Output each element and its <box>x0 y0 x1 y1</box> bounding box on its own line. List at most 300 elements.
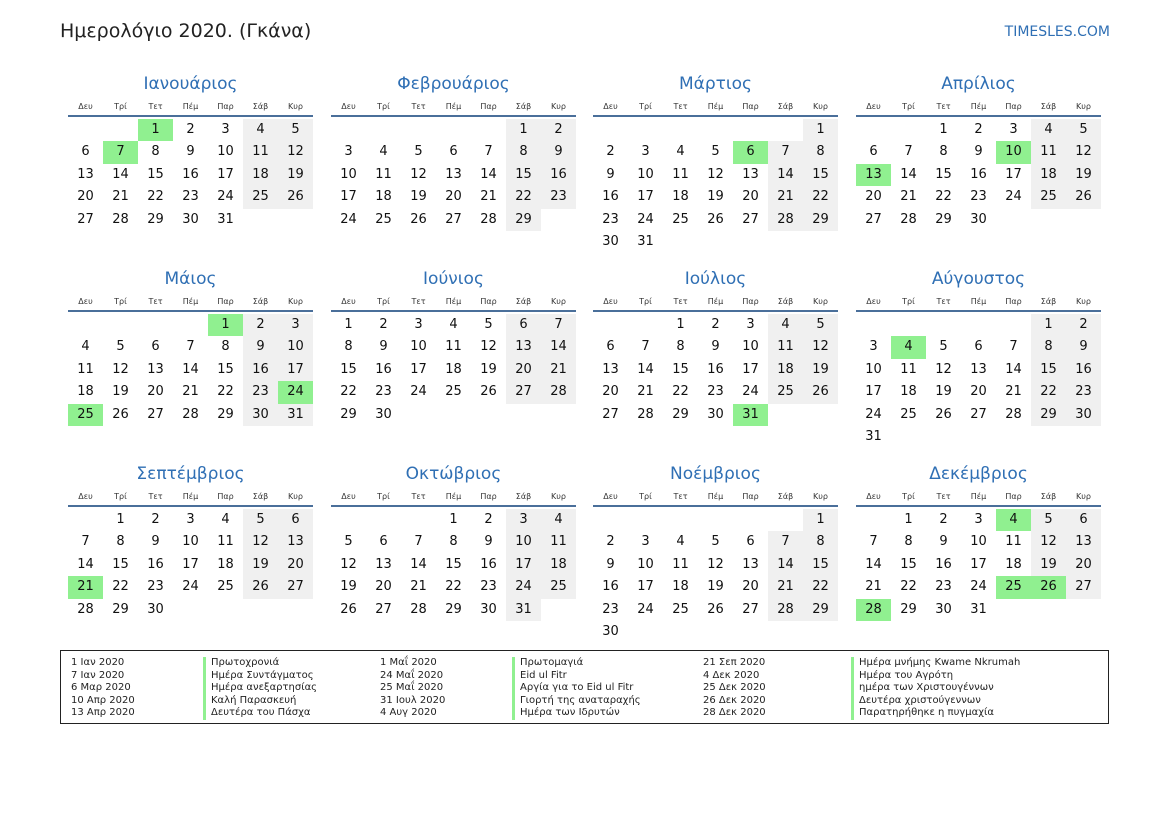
day-cell: 28 <box>900 211 917 227</box>
day-cell: 9 <box>974 144 983 160</box>
weekday-label: Σάβ <box>777 297 794 306</box>
empty-day-cell <box>401 404 436 426</box>
day-cell: 18 <box>77 384 94 400</box>
legend-date-column <box>380 657 445 720</box>
month-block <box>331 462 576 621</box>
weekend-day-cell: 1 <box>803 119 838 141</box>
weekday-label: Παρ <box>217 102 234 111</box>
week-row <box>331 164 576 186</box>
day-cell: 10 <box>742 339 759 355</box>
weekend-day-cell: 29 <box>803 599 838 621</box>
weekend-day-cell: 31 <box>506 599 541 621</box>
legend-date: 1 Μαΐ 2020 <box>380 657 437 668</box>
day-cell: 29 <box>340 406 357 422</box>
day-cell: 4 <box>449 317 458 332</box>
week-row <box>856 599 1101 621</box>
day-cell: 29 <box>900 601 917 617</box>
weekday-label: Πέμ <box>970 102 987 111</box>
day-cell: 7 <box>904 144 913 160</box>
day-cell: 15 <box>672 361 689 377</box>
day-cell: 9 <box>606 166 615 182</box>
weekend-day-cell: 6 <box>1066 509 1101 531</box>
weekend-day-cell: 22 <box>803 186 838 208</box>
day-cell: 19 <box>112 384 129 400</box>
day-cell: 14 <box>637 361 654 377</box>
day-cell: 16 <box>480 556 497 572</box>
week-row <box>331 531 576 553</box>
legend-date: 4 Αυγ 2020 <box>380 707 437 719</box>
weekend-day-cell: 12 <box>1066 141 1101 163</box>
day-cell: 30 <box>707 406 724 422</box>
month-block <box>593 462 838 643</box>
day-cell: 5 <box>711 534 720 550</box>
weekday-header <box>331 491 576 507</box>
day-cell: 21 <box>410 579 427 595</box>
day-cell: 5 <box>939 339 948 355</box>
weekday-label: Κυρ <box>288 492 303 501</box>
empty-day-cell <box>628 314 663 336</box>
weekday-label: Κυρ <box>1076 102 1091 111</box>
weekday-label: Σάβ <box>515 102 532 111</box>
day-cell: 14 <box>865 556 882 572</box>
day-cell: 8 <box>904 534 913 550</box>
week-row <box>593 119 838 141</box>
empty-day-cell <box>1031 209 1066 231</box>
weekend-day-cell: 16 <box>1066 359 1101 381</box>
week-row <box>331 381 576 403</box>
day-cell: 27 <box>742 211 759 227</box>
empty-day-cell <box>698 119 733 141</box>
empty-day-cell <box>856 509 891 531</box>
day-cell: 2 <box>484 512 493 527</box>
weekend-day-cell: 26 <box>1066 186 1101 208</box>
weekday-label: Πέμ <box>707 492 724 501</box>
weekend-day-cell: 18 <box>1031 164 1066 186</box>
week-row <box>68 141 313 163</box>
weekend-day-cell: 9 <box>1066 336 1101 358</box>
weekday-header <box>593 491 838 507</box>
empty-day-cell <box>68 314 103 336</box>
day-cell: 29 <box>112 601 129 617</box>
day-cell: 18 <box>1005 556 1022 572</box>
legend-holiday-name: Ημέρα Συντάγματος <box>203 670 317 683</box>
day-cell: 12 <box>480 339 497 355</box>
day-cell: 18 <box>217 556 234 572</box>
day-cell: 23 <box>602 601 619 617</box>
empty-day-cell <box>278 209 313 231</box>
weekend-day-cell: 23 <box>1066 381 1101 403</box>
month-block <box>68 462 313 621</box>
weekday-label: Δευ <box>866 297 881 306</box>
day-cell: 3 <box>641 144 650 160</box>
weekend-day-cell: 19 <box>278 164 313 186</box>
week-row <box>68 599 313 621</box>
day-cell: 15 <box>900 556 917 572</box>
day-cell: 21 <box>182 384 199 400</box>
day-cell: 7 <box>414 534 423 550</box>
week-row <box>856 531 1101 553</box>
weekday-label: Τρί <box>114 492 127 501</box>
weekday-header <box>331 296 576 312</box>
weekday-label: Παρ <box>742 297 759 306</box>
legend-date: 6 Μαρ 2020 <box>71 682 131 694</box>
weekday-label: Κυρ <box>288 297 303 306</box>
day-cell: 3 <box>186 512 195 527</box>
legend-holiday-name: Δευτέρα του Πάσχα <box>203 707 317 720</box>
weekend-day-cell: 20 <box>278 554 313 576</box>
day-cell: 24 <box>217 189 234 205</box>
empty-day-cell <box>1066 209 1101 231</box>
day-cell: 29 <box>445 601 462 617</box>
day-cell: 19 <box>410 189 427 205</box>
weekday-label: Παρ <box>217 492 234 501</box>
day-cell: 13 <box>375 556 392 572</box>
empty-day-cell <box>733 509 768 531</box>
weekend-day-cell: 15 <box>803 164 838 186</box>
week-row <box>593 314 838 336</box>
weekend-day-cell: 29 <box>1031 404 1066 426</box>
weekday-label: Πέμ <box>182 102 199 111</box>
month-block <box>856 72 1101 231</box>
weekday-label: Σάβ <box>515 492 532 501</box>
week-row <box>593 359 838 381</box>
day-cell: 18 <box>672 579 689 595</box>
legend-date: 1 Ιαν 2020 <box>71 657 125 668</box>
day-cell: 10 <box>182 534 199 550</box>
day-cell: 11 <box>217 534 234 550</box>
day-cell: 21 <box>900 189 917 205</box>
day-cell: 12 <box>707 166 724 182</box>
day-cell: 6 <box>81 144 90 160</box>
day-cell: 16 <box>970 166 987 182</box>
weekend-day-cell: 24 <box>506 576 541 598</box>
day-cell: 27 <box>445 211 462 227</box>
weekend-day-cell: 28 <box>768 209 803 231</box>
weekday-label: Πέμ <box>182 492 199 501</box>
weekend-day-cell: 20 <box>1066 554 1101 576</box>
weekend-day-cell: 18 <box>541 554 576 576</box>
weekend-day-cell: 13 <box>278 531 313 553</box>
day-cell: 19 <box>340 579 357 595</box>
weekday-label: Σάβ <box>515 297 532 306</box>
day-cell: 6 <box>606 339 615 355</box>
day-cell: 19 <box>707 189 724 205</box>
weekend-day-cell: 19 <box>1066 164 1101 186</box>
holiday-day-cell: 25 <box>996 576 1031 598</box>
weekend-day-cell: 22 <box>1031 381 1066 403</box>
holiday-day-cell: 1 <box>138 119 173 141</box>
month-name: Ιούλιος <box>684 269 747 289</box>
day-cell: 28 <box>182 406 199 422</box>
legend-name-column <box>203 657 317 720</box>
day-cell: 30 <box>970 211 987 227</box>
empty-day-cell <box>68 509 103 531</box>
day-cell: 15 <box>217 361 234 377</box>
empty-day-cell <box>541 404 576 426</box>
weekday-label: Τετ <box>148 297 163 306</box>
day-cell: 2 <box>711 317 720 332</box>
day-cell: 12 <box>707 556 724 572</box>
day-cell: 26 <box>707 211 724 227</box>
weekend-day-cell: 21 <box>768 186 803 208</box>
weekday-label: Κυρ <box>551 102 566 111</box>
day-cell: 1 <box>449 512 458 527</box>
day-cell: 14 <box>1005 361 1022 377</box>
day-cell: 11 <box>375 166 392 182</box>
empty-day-cell <box>593 509 628 531</box>
weekday-label: Δευ <box>603 102 618 111</box>
day-cell: 26 <box>410 211 427 227</box>
day-cell: 12 <box>112 361 129 377</box>
week-row <box>68 186 313 208</box>
weekend-day-cell: 8 <box>1031 336 1066 358</box>
empty-day-cell <box>278 599 313 621</box>
weekday-label: Σάβ <box>1040 492 1057 501</box>
weekday-header <box>331 101 576 117</box>
weekend-day-cell: 27 <box>278 576 313 598</box>
day-cell: 25 <box>445 384 462 400</box>
day-cell: 3 <box>1009 122 1018 137</box>
day-cell: 22 <box>217 384 234 400</box>
weekday-label: Τετ <box>411 102 426 111</box>
day-cell: 15 <box>445 556 462 572</box>
week-row <box>593 404 838 426</box>
holiday-day-cell: 31 <box>733 404 768 426</box>
weekday-label: Κυρ <box>813 297 828 306</box>
day-cell: 10 <box>340 166 357 182</box>
weekend-day-cell: 22 <box>506 186 541 208</box>
weekend-day-cell: 21 <box>768 576 803 598</box>
day-cell: 28 <box>112 211 129 227</box>
weekend-day-cell: 28 <box>768 599 803 621</box>
weekday-label: Τρί <box>639 102 652 111</box>
day-cell: 5 <box>414 144 423 160</box>
day-cell: 14 <box>410 556 427 572</box>
weekend-day-cell: 25 <box>243 186 278 208</box>
legend-holiday-name: Ημέρα του Αγρότη <box>851 670 1020 683</box>
weekend-day-cell: 20 <box>506 359 541 381</box>
day-cell: 1 <box>939 122 948 137</box>
day-cell: 8 <box>676 339 685 355</box>
day-cell: 24 <box>865 406 882 422</box>
empty-day-cell <box>856 119 891 141</box>
day-cell: 19 <box>935 384 952 400</box>
day-cell: 17 <box>970 556 987 572</box>
day-cell: 13 <box>445 166 462 182</box>
day-cell: 1 <box>344 317 353 332</box>
weekend-day-cell: 8 <box>506 141 541 163</box>
weekend-day-cell: 7 <box>541 314 576 336</box>
day-cell: 20 <box>445 189 462 205</box>
weekend-day-cell: 30 <box>1066 404 1101 426</box>
weekend-day-cell: 4 <box>768 314 803 336</box>
month-name: Ιούνιος <box>423 269 484 289</box>
day-cell: 17 <box>865 384 882 400</box>
weekday-label: Παρ <box>480 492 497 501</box>
day-cell: 17 <box>182 556 199 572</box>
day-cell: 4 <box>379 144 388 160</box>
weekday-label: Παρ <box>1005 297 1022 306</box>
week-row <box>68 359 313 381</box>
day-cell: 3 <box>344 144 353 160</box>
empty-day-cell <box>331 509 366 531</box>
week-row <box>593 209 838 231</box>
weekend-day-cell: 31 <box>278 404 313 426</box>
weekday-label: Παρ <box>1005 492 1022 501</box>
weekday-label: Τετ <box>673 297 688 306</box>
day-cell: 9 <box>379 339 388 355</box>
empty-day-cell <box>961 426 996 448</box>
empty-day-cell <box>733 231 768 253</box>
day-cell: 5 <box>116 339 125 355</box>
weekend-day-cell: 28 <box>541 381 576 403</box>
week-row <box>593 509 838 531</box>
day-cell: 24 <box>970 579 987 595</box>
empty-day-cell <box>243 599 278 621</box>
brand-link[interactable]: TIMESLES.COM <box>1004 24 1110 40</box>
day-cell: 4 <box>676 144 685 160</box>
day-cell: 31 <box>217 211 234 227</box>
weekday-label: Τρί <box>902 297 915 306</box>
weekend-day-cell: 7 <box>768 531 803 553</box>
holiday-day-cell: 10 <box>996 141 1031 163</box>
weekend-day-cell: 12 <box>278 141 313 163</box>
day-cell: 15 <box>935 166 952 182</box>
weekday-label: Πέμ <box>707 297 724 306</box>
day-cell: 8 <box>151 144 160 160</box>
legend-holiday-name: Πρωτομαγιά <box>512 657 641 670</box>
day-cell: 27 <box>77 211 94 227</box>
day-cell: 3 <box>414 317 423 332</box>
empty-day-cell <box>506 404 541 426</box>
empty-day-cell <box>541 209 576 231</box>
day-cell: 17 <box>217 166 234 182</box>
day-cell: 6 <box>746 534 755 550</box>
empty-day-cell <box>628 621 663 643</box>
week-row <box>856 509 1101 531</box>
day-cell: 14 <box>480 166 497 182</box>
weekend-day-cell: 11 <box>768 336 803 358</box>
day-cell: 29 <box>672 406 689 422</box>
holiday-day-cell: 6 <box>733 141 768 163</box>
legend-holiday-name: Παρατηρήθηκε η πυγμαχία <box>851 707 1020 720</box>
weekend-day-cell: 10 <box>506 531 541 553</box>
week-row <box>331 404 576 426</box>
weekday-label: Παρ <box>742 492 759 501</box>
day-cell: 7 <box>641 339 650 355</box>
weekday-label: Δευ <box>78 297 93 306</box>
week-row <box>68 209 313 231</box>
holiday-day-cell: 21 <box>68 576 103 598</box>
weekday-label: Δευ <box>341 102 356 111</box>
weekend-day-cell: 9 <box>541 141 576 163</box>
week-row <box>331 554 576 576</box>
weekday-label: Τετ <box>936 102 951 111</box>
day-cell: 28 <box>480 211 497 227</box>
day-cell: 14 <box>900 166 917 182</box>
month-name: Σεπτέμβριος <box>136 464 245 484</box>
day-cell: 5 <box>344 534 353 550</box>
day-cell: 7 <box>81 534 90 550</box>
day-cell: 23 <box>480 579 497 595</box>
month-name: Απρίλιος <box>941 74 1016 94</box>
weekday-label: Τρί <box>377 102 390 111</box>
day-cell: 20 <box>375 579 392 595</box>
empty-day-cell <box>856 314 891 336</box>
weekday-label: Σάβ <box>1040 297 1057 306</box>
week-row <box>856 186 1101 208</box>
weekday-label: Τετ <box>148 102 163 111</box>
legend-date: 25 Μαΐ 2020 <box>380 682 444 694</box>
day-cell: 26 <box>480 384 497 400</box>
day-cell: 16 <box>182 166 199 182</box>
day-cell: 6 <box>151 339 160 355</box>
weekday-label: Τρί <box>377 492 390 501</box>
weekend-day-cell: 25 <box>768 381 803 403</box>
empty-day-cell <box>366 119 401 141</box>
legend-name-column <box>851 657 1020 720</box>
empty-day-cell <box>541 599 576 621</box>
day-cell: 3 <box>869 339 878 355</box>
day-cell: 9 <box>186 144 195 160</box>
day-cell: 30 <box>182 211 199 227</box>
week-row <box>68 381 313 403</box>
weekday-label: Παρ <box>742 102 759 111</box>
day-cell: 30 <box>602 233 619 249</box>
month-block <box>331 267 576 426</box>
empty-day-cell <box>593 314 628 336</box>
day-cell: 9 <box>711 339 720 355</box>
day-cell: 21 <box>637 384 654 400</box>
week-row <box>68 576 313 598</box>
weekend-day-cell: 6 <box>278 509 313 531</box>
week-row <box>856 314 1101 336</box>
day-cell: 16 <box>935 556 952 572</box>
holiday-day-cell: 4 <box>891 336 926 358</box>
weekend-day-cell: 5 <box>1031 509 1066 531</box>
weekend-day-cell: 12 <box>243 531 278 553</box>
weekday-label: Κυρ <box>1076 297 1091 306</box>
day-cell: 26 <box>112 406 129 422</box>
empty-day-cell <box>366 509 401 531</box>
day-cell: 26 <box>707 601 724 617</box>
weekend-day-cell: 3 <box>278 314 313 336</box>
month-name: Νοέμβριος <box>670 464 761 484</box>
day-cell: 21 <box>112 189 129 205</box>
weekday-label: Σάβ <box>252 102 269 111</box>
month-name: Αύγουστος <box>931 269 1026 289</box>
day-cell: 10 <box>865 361 882 377</box>
weekday-label: Πέμ <box>445 492 462 501</box>
weekday-label: Τρί <box>639 492 652 501</box>
day-cell: 17 <box>637 189 654 205</box>
empty-day-cell <box>996 426 1031 448</box>
empty-day-cell <box>173 599 208 621</box>
day-cell: 15 <box>147 166 164 182</box>
empty-day-cell <box>471 404 506 426</box>
weekend-day-cell: 26 <box>243 576 278 598</box>
day-cell: 14 <box>112 166 129 182</box>
weekend-day-cell: 4 <box>243 119 278 141</box>
weekend-day-cell: 29 <box>803 209 838 231</box>
week-row <box>68 314 313 336</box>
weekend-day-cell: 3 <box>506 509 541 531</box>
weekday-label: Σάβ <box>777 492 794 501</box>
legend-name-column <box>512 657 641 720</box>
weekday-label: Τετ <box>411 297 426 306</box>
week-row <box>593 141 838 163</box>
month-name: Φεβρουάριος <box>397 74 510 94</box>
